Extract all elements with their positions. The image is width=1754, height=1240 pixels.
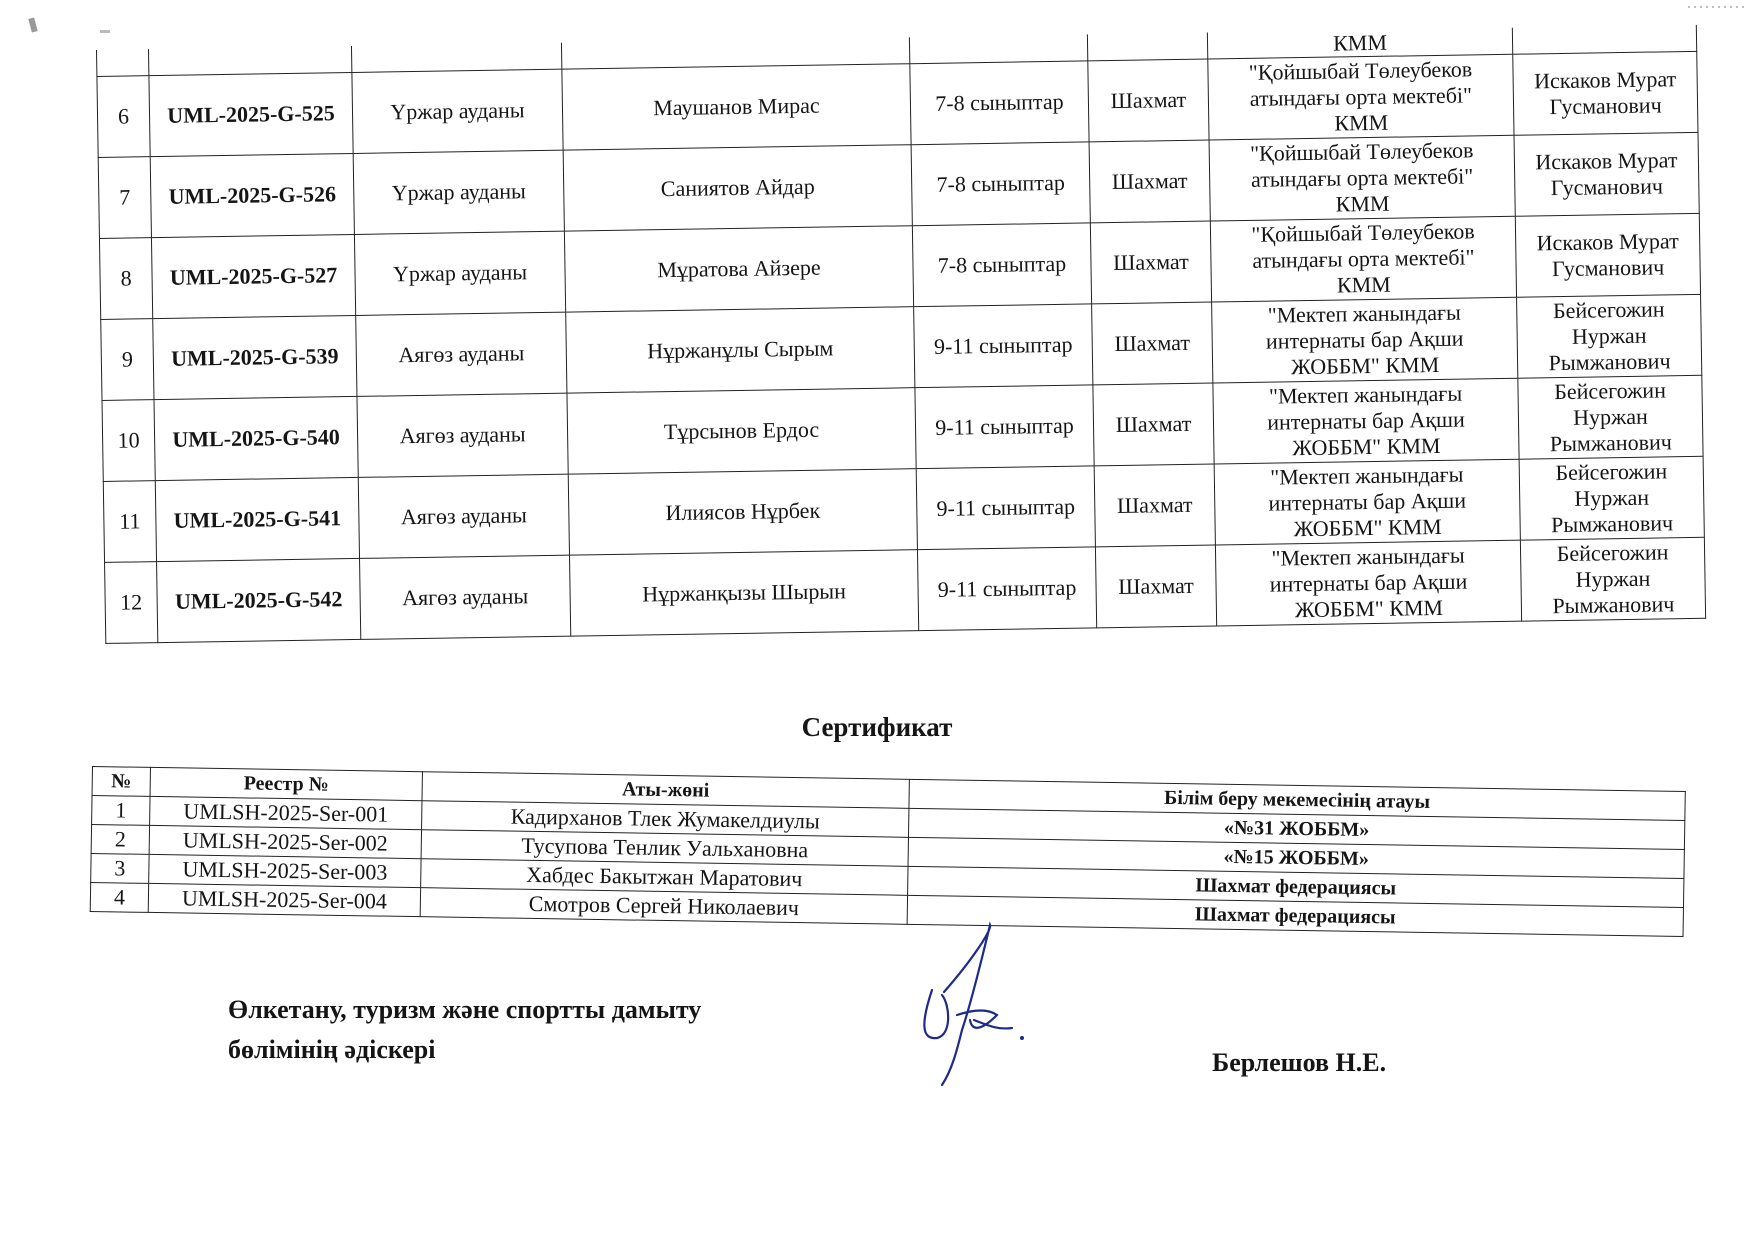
teacher-line: Рымжанович bbox=[1549, 429, 1672, 457]
scan-artifact bbox=[100, 30, 110, 33]
participant-name-cell: Тұрсынов Ердос bbox=[567, 388, 916, 474]
row-number-cell: 6 bbox=[97, 76, 150, 158]
teacher-line: Бейсегожин bbox=[1552, 296, 1665, 324]
teacher-line: Бейсегожин bbox=[1555, 458, 1668, 486]
subject-cell: Шахмат bbox=[1092, 302, 1213, 385]
district-cell: Аягөз ауданы bbox=[360, 555, 571, 639]
institution-cell bbox=[1208, 54, 1514, 140]
registry-number-cell: UML-2025-G-525 bbox=[149, 72, 353, 156]
row-number-cell: 9 bbox=[101, 319, 154, 401]
registry-number-cell: UML-2025-G-541 bbox=[155, 477, 359, 561]
registry-number-cell: UML-2025-G-539 bbox=[153, 315, 357, 399]
full-name-cell: Кадирханов Тлек Жумакелдиулы bbox=[422, 801, 909, 838]
institution-cell bbox=[1214, 459, 1520, 545]
grade-cell: 9-11 сыныптар bbox=[915, 385, 1094, 469]
institution-line: ЖОББМ" КММ bbox=[1293, 513, 1442, 542]
grade-cell: 7-8 сыныптар bbox=[910, 61, 1089, 145]
institution-cell bbox=[1213, 378, 1519, 464]
teacher-line: Гусманович bbox=[1549, 92, 1662, 120]
registry-number-cell: UMLSH-2025-Ser-002 bbox=[149, 825, 421, 858]
grade-cell: 9-11 сыныптар bbox=[917, 547, 1096, 631]
signatory-position bbox=[228, 990, 701, 1070]
grade-cell: 9-11 сыныптар bbox=[916, 466, 1095, 550]
institution-line: "Мектеп жанындағы bbox=[1267, 299, 1462, 328]
participant-name-cell: Илиясов Нұрбек bbox=[568, 469, 917, 555]
institution-line: КММ bbox=[1336, 271, 1391, 298]
teacher-cell bbox=[1514, 132, 1699, 216]
row-number-cell: 11 bbox=[103, 481, 156, 563]
scan-artifact bbox=[1686, 4, 1746, 12]
position-line: бөлімінің әдіскері bbox=[228, 1035, 436, 1064]
grade-cell: 7-8 сыныптар bbox=[911, 142, 1090, 226]
subject-cell: Шахмат bbox=[1090, 221, 1211, 304]
institution-cell: Шахмат федерациясы bbox=[907, 895, 1683, 936]
grade-cell: 7-8 сыныптар bbox=[912, 223, 1091, 307]
institution-line: интернаты бар Ақши bbox=[1269, 568, 1468, 597]
teacher-line: Искаков Мурат bbox=[1536, 228, 1679, 256]
participants-table bbox=[96, 25, 1706, 644]
teacher-line: Нуржан bbox=[1571, 322, 1647, 349]
col-header-no: № bbox=[92, 767, 150, 797]
registry-number-cell: UMLSH-2025-Ser-003 bbox=[149, 854, 421, 887]
institution-cell: Шахмат федерациясы bbox=[908, 866, 1684, 907]
teacher-cell bbox=[1520, 537, 1705, 621]
district-cell: Үржар ауданы bbox=[353, 150, 564, 234]
participant-name-cell: Маушанов Мирас bbox=[562, 64, 911, 150]
registry-number-cell: UML-2025-G-526 bbox=[150, 153, 354, 237]
row-number-cell: 10 bbox=[102, 400, 155, 482]
institution-line: ЖОББМ" КММ bbox=[1290, 351, 1440, 380]
signature-image bbox=[912, 920, 1042, 1090]
full-name-cell: Хабдес Бакытжан Маратович bbox=[421, 859, 908, 896]
institution-line: интернаты бар Ақши bbox=[1265, 325, 1464, 354]
institution-line: "Қойшыбай Төлеубеков bbox=[1251, 218, 1475, 247]
subject-cell: Шахмат bbox=[1093, 383, 1214, 466]
row-number-cell: 12 bbox=[105, 562, 158, 644]
participant-name-cell: Нұржанқызы Шырын bbox=[569, 550, 918, 636]
row-number-cell: 2 bbox=[91, 825, 149, 855]
registry-number-cell: UML-2025-G-540 bbox=[154, 396, 358, 480]
institution-cell bbox=[1215, 540, 1521, 626]
district-cell: Үржар ауданы bbox=[352, 69, 563, 153]
subject-cell: Шахмат bbox=[1089, 140, 1210, 223]
full-name-cell: Тусупова Тенлик Уальхановна bbox=[421, 830, 908, 867]
registry-number-cell: UML-2025-G-527 bbox=[151, 234, 355, 318]
teacher-line: Бейсегожин bbox=[1556, 539, 1669, 567]
teacher-line: Рымжанович bbox=[1552, 591, 1675, 619]
teacher-cell bbox=[1517, 294, 1702, 378]
teacher-cell bbox=[1515, 213, 1700, 297]
subject-cell: Шахмат bbox=[1094, 464, 1215, 547]
grade-cell: 9-11 сыныптар bbox=[914, 304, 1093, 388]
teacher-cell bbox=[1519, 456, 1704, 540]
signatory-name: Берлешов Н.Е. bbox=[1212, 1048, 1387, 1077]
teacher-cell bbox=[1518, 375, 1703, 459]
row-number-cell: 1 bbox=[92, 796, 150, 826]
participant-name-cell: Нұржанұлы Сырым bbox=[566, 307, 915, 393]
col-header-reg: Реестр № bbox=[150, 767, 422, 800]
col-header-name: Аты-жөні bbox=[422, 772, 909, 809]
district-cell: Аягөз ауданы bbox=[356, 312, 567, 396]
institution-line: "Мектеп жанындағы bbox=[1271, 542, 1465, 571]
institution-cell bbox=[1210, 216, 1516, 302]
teacher-line: Бейсегожин bbox=[1554, 377, 1667, 405]
institution-line: "Қойшыбай Төлеубеков bbox=[1249, 137, 1474, 166]
institution-line: атындағы орта мектебі" bbox=[1249, 82, 1473, 111]
teacher-line: Гусманович bbox=[1550, 173, 1664, 201]
subject-cell: Шахмат bbox=[1088, 59, 1209, 142]
teacher-line: Нуржан bbox=[1572, 403, 1648, 430]
row-number-cell: 7 bbox=[98, 157, 151, 239]
institution-line: КММ bbox=[1334, 109, 1389, 136]
certificate-table bbox=[90, 766, 1686, 937]
position-line: Өлкетану, туризм және спортты дамыту bbox=[228, 995, 702, 1024]
registry-number-cell: UML-2025-G-542 bbox=[157, 558, 361, 642]
row-number-cell: 4 bbox=[90, 882, 148, 912]
subject-cell: Шахмат bbox=[1095, 545, 1216, 628]
institution-line: "Мектеп жанындағы bbox=[1268, 380, 1463, 409]
teacher-line: Нуржан bbox=[1575, 565, 1651, 592]
participant-name-cell: Саниятов Айдар bbox=[563, 145, 912, 231]
registry-number-cell: UMLSH-2025-Ser-001 bbox=[150, 796, 422, 829]
certificate-title: Сертификат bbox=[801, 712, 953, 742]
participant-name-cell: Мұратова Айзере bbox=[564, 226, 913, 312]
scan-artifact bbox=[28, 17, 37, 32]
full-name-cell: Смотров Сергей Николаевич bbox=[420, 888, 907, 925]
row-number-cell: 3 bbox=[91, 853, 149, 883]
col-header-inst: Білім беру мекемесінің атауы bbox=[909, 779, 1685, 820]
teacher-line: Искаков Мурат bbox=[1533, 66, 1677, 94]
row-number-cell: 8 bbox=[99, 238, 152, 320]
institution-cell: «№31 ЖОББМ» bbox=[908, 808, 1684, 849]
teacher-line: Рымжанович bbox=[1548, 348, 1671, 376]
teacher-line: Гусманович bbox=[1551, 254, 1665, 282]
institution-line: интернаты бар Ақши bbox=[1267, 406, 1465, 435]
institution-cell bbox=[1212, 297, 1518, 383]
institution-line: ЖОББМ" КММ bbox=[1294, 594, 1444, 623]
institution-cell: «№15 ЖОББМ» bbox=[908, 837, 1684, 878]
institution-line: атындағы орта мектебі" bbox=[1252, 244, 1475, 273]
teacher-line: Рымжанович bbox=[1550, 510, 1674, 538]
district-cell: Аягөз ауданы bbox=[358, 474, 569, 558]
institution-cell: КММ bbox=[1207, 28, 1512, 59]
institution-line: "Қойшыбай Төлеубеков bbox=[1248, 56, 1473, 85]
institution-line: интернаты бар Ақши bbox=[1268, 487, 1467, 516]
institution-line: атындағы орта мектебі" bbox=[1250, 163, 1474, 192]
district-cell: Үржар ауданы bbox=[354, 231, 565, 315]
registry-number-cell: UMLSH-2025-Ser-004 bbox=[148, 883, 420, 916]
teacher-cell bbox=[1513, 51, 1698, 135]
district-cell: Аягөз ауданы bbox=[357, 393, 568, 477]
institution-line: КММ bbox=[1335, 190, 1390, 217]
institution-cell bbox=[1209, 135, 1515, 221]
teacher-line: Нуржан bbox=[1574, 484, 1650, 511]
teacher-line: Искаков Мурат bbox=[1535, 147, 1678, 175]
institution-line: ЖОББМ" КММ bbox=[1292, 432, 1441, 461]
institution-line: "Мектеп жанындағы bbox=[1270, 461, 1464, 490]
